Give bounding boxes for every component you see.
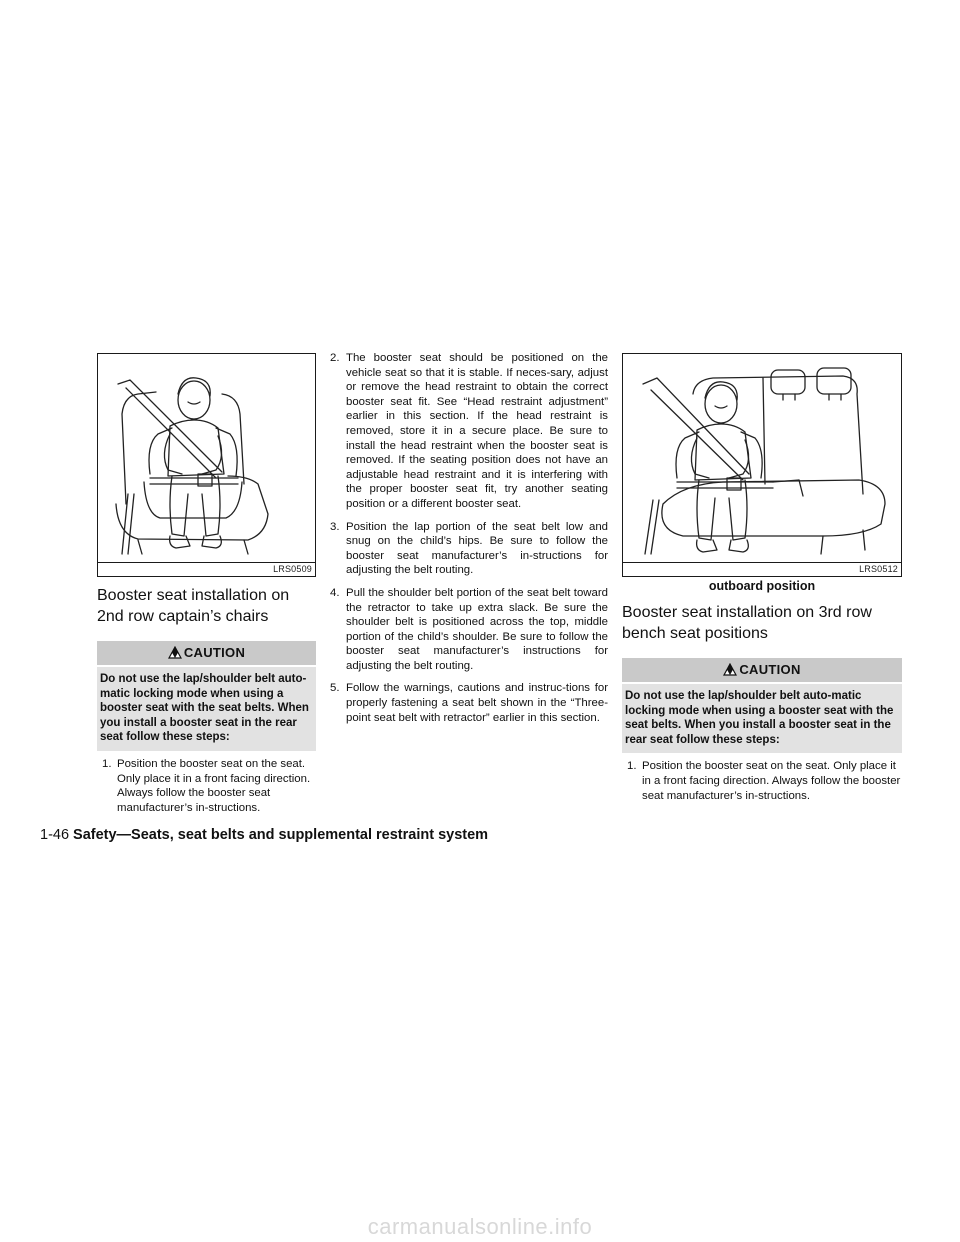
page-footer [40, 826, 488, 844]
step-list [97, 757, 316, 815]
chapter-title: Safety—Seats, seat belts and supplemental restraint system [73, 827, 489, 843]
figure-code: LRS0509 [273, 564, 312, 574]
step-text: The booster seat should be positioned on the vehicle seat so that it is stable. If neces-sary, adjust or remove the head restraint to obtain the correct booster seat fit. See “Head restraint adjustment” earlier in this section. If the head restraint is removed, store it in a secure place. Be sure to install the head restraint when the booster seat is removed. If the seating position does not have an adjustable head restraint and it is interfering with the proper booster seat fit, try another seating position or a different booster seat. [346, 352, 608, 510]
list-item [330, 351, 608, 512]
step-list [622, 759, 902, 803]
caution-text: Do not use the lap/shoulder belt auto-matic locking mode when using a booster seat with the seat belts. When you install a booster seat in the rear seat follow these steps: [97, 665, 316, 751]
step-text: Position the lap portion of the seat belt low and snug on the child’s hips. Be sure to follow the booster seat manufacturer’s in-structions for adjusting the belt routing. [346, 520, 608, 577]
booster-seat-bench-illustration [622, 353, 902, 577]
caution-heading-label: CAUTION [739, 662, 801, 677]
figure-code: LRS0512 [859, 564, 898, 574]
section-title: Booster seat installation on 2nd row captain’s chairs [97, 587, 290, 625]
caution-heading-label: CAUTION [183, 645, 246, 660]
warning-triangle-icon [723, 663, 737, 676]
page-number: 1-46 [40, 827, 70, 843]
step-number: 1. [102, 757, 112, 770]
list-item [97, 757, 316, 815]
step-list [330, 351, 608, 725]
step-number: 1. [627, 760, 637, 773]
list-item [330, 681, 608, 725]
list-item [622, 759, 902, 803]
step-number: 2. [330, 352, 340, 364]
step-text: Position the booster seat on the seat. Only place it in a front facing direction. Always follow the booster seat manufacturer’s in-structions. [642, 760, 901, 802]
booster-seat-captain-chair-illustration [97, 353, 316, 577]
step-number: 5. [330, 682, 340, 695]
caution-box [622, 658, 902, 753]
step-number: 4. [330, 586, 340, 599]
list-item [330, 520, 608, 578]
figure-caption: outboard position [708, 579, 816, 593]
section-title: Booster seat installation on 3rd row bench seat positions [622, 604, 872, 642]
watermark: carmanualsonline.info [367, 1214, 593, 1239]
left-column [97, 353, 316, 823]
caution-heading [97, 641, 316, 665]
step-number: 3. [330, 520, 340, 533]
middle-column [330, 353, 608, 733]
list-item [330, 586, 608, 674]
caution-text: Do not use the lap/shoulder belt auto-matic locking mode when using a booster seat with the seat belts. When you install a booster seat in the rear seat follow these steps: [622, 682, 902, 753]
step-text: Position the booster seat on the seat. Only place it in a front facing direction. Always follow the booster seat manufacturer’s in-structions. [117, 757, 311, 814]
child-in-booster-seat-drawing [98, 354, 315, 576]
warning-triangle-icon [168, 646, 182, 659]
step-text: Pull the shoulder belt portion of the seat belt toward the retractor to take up extra slack. Be sure the shoulder belt is positioned across the top, middle portion of the child’s shoulder. Be sure to follow the booster seat manufacturer’s instructions for adjusting the belt routing. [346, 586, 608, 672]
step-text: Follow the warnings, cautions and instruc-tions for properly fastening a seat belt shown in the “Three-point seat belt with retractor” earlier in this section. [346, 682, 608, 724]
right-column [622, 353, 902, 811]
caution-box [97, 641, 316, 751]
child-in-booster-on-bench-drawing [623, 354, 901, 576]
caution-heading [622, 658, 902, 682]
